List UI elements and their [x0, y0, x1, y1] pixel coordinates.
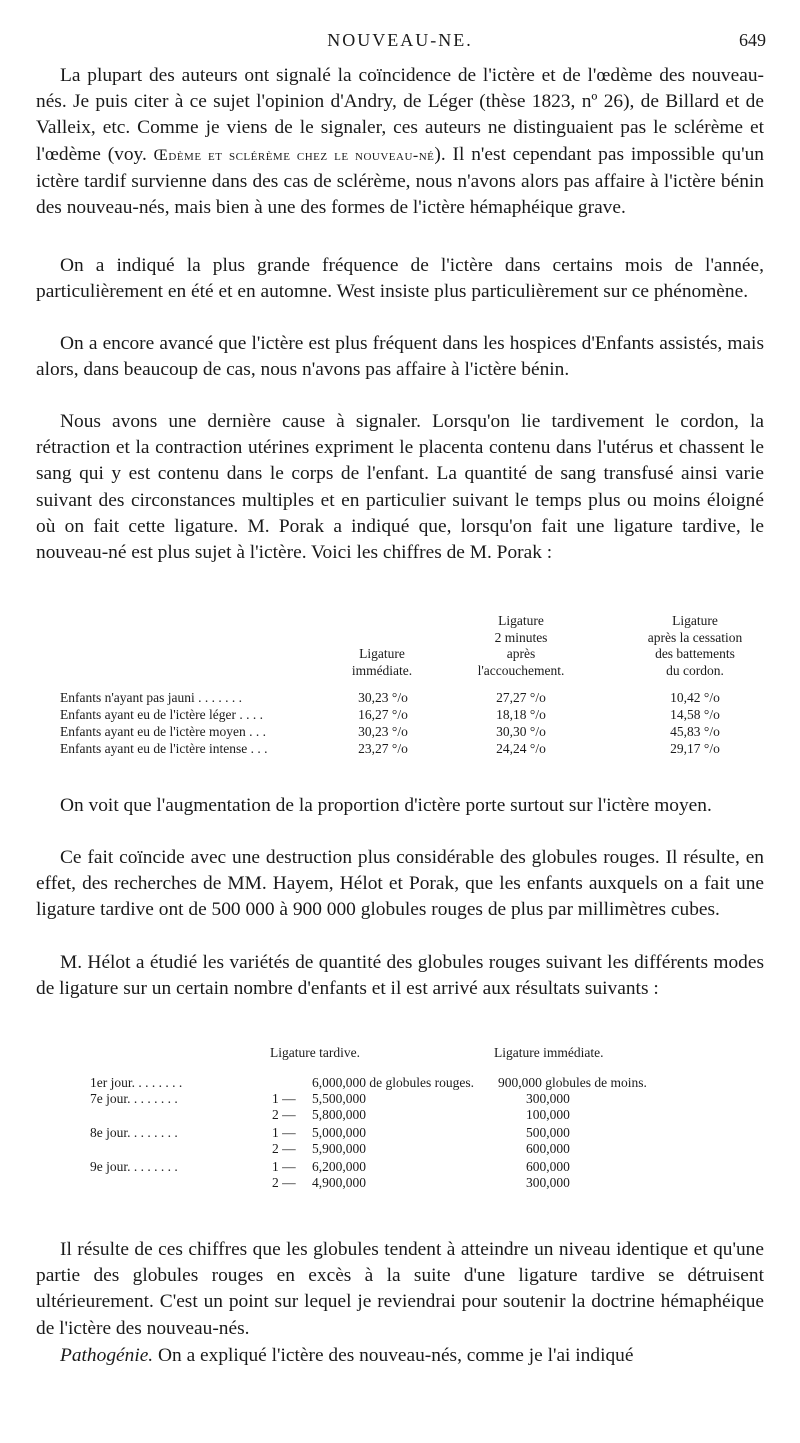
running-title: NOUVEAU-NE. [327, 30, 473, 50]
paragraph-9-text: On a expliqué l'ictère des nouveau-nés, comme je l'ai indiqué [153, 1345, 634, 1366]
column-header-line: Ligature [498, 613, 544, 628]
section-heading-pathogenie: Pathogénie. [60, 1345, 154, 1366]
table-row-index: 1 — [272, 1091, 296, 1106]
column-header-line: 2 minutes [494, 629, 548, 645]
table-cell: 24,24 °/o [496, 741, 546, 756]
ligature-icterus-table [60, 613, 780, 773]
paragraph-4: Nous avons une dernière cause à signaler. Lorsqu'on lie tardivement le cordon, la rétraction et la contraction utérines expriment le placenta contenu dans l'utérus et chassent le sang qui y est contenu dans le corps de l'enfant. La quantité de sang transfusé ainsi varie suivant des circonstances multiples et en particulier suivant le temps plus ou moins éloigné où on fait cette ligature. M. Porak a indiqué que, lorsqu'on fait une ligature tardive, le nouveau-né est plus sujet à l'ictère. Voici les chiffres de M. Porak : [36, 411, 764, 564]
table-cell: 29,17 °/o [670, 741, 720, 756]
paragraph-7: M. Hélot a étudié les variétés de quantité des globules rouges suivant les différents modes de ligature sur un certain nombre d'enfants et il est arrivé aux résultats suivants : [36, 952, 764, 1000]
table-cell: 16,27 °/o [358, 707, 408, 722]
column-header-line: Ligature [672, 613, 718, 628]
table-row-label: Enfants n'ayant pas jauni . . . . . . . [60, 690, 243, 705]
table-cell-immediate: 600,000 [526, 1141, 570, 1156]
paragraph-1-text-a: La plupart des auteurs ont signalé la coïncidence de l'ictère et de l'œdème des nouveau-nés. Je puis citer à ce sujet l'opinion d'Andry, de Léger (thèse 1823, nº 26), de Billard et de Valleix, etc. Comme je viens de le signaler, ces auteurs ne distinguaient pas le sclérème et l'œdème (voy. [36, 65, 764, 165]
column-header-line: du cordon. [666, 662, 724, 678]
table-row-index: 1 — [272, 1159, 296, 1174]
table-cell-tardive: 4,900,000 [312, 1175, 366, 1190]
paragraph-5: On voit que l'augmentation de la proportion d'ictère porte surtout sur l'ictère moyen. [60, 795, 712, 816]
table-row-index: 1 — [272, 1125, 296, 1140]
column-header-immediate [322, 646, 442, 679]
table-cell-immediate: 100,000 [526, 1107, 570, 1122]
paragraph-8: Il résulte de ces chiffres que les globules tendent à atteindre un niveau identique et qu'une partie des globules rouges en excès à la suite d'une ligature tardive se détruisent ultérieurement. C'est un point sur lequel je reviendrai pour soutenir la doctrine hémaphéique de l'ictère des nouveau-nés. [36, 1239, 764, 1339]
table-cell-immediate: 300,000 [526, 1175, 570, 1190]
column-header-line: l'accouchement. [477, 662, 565, 678]
table-row-day: 8e jour. . . . . . . . [90, 1125, 178, 1140]
table-cell-tardive: 5,900,000 [312, 1141, 366, 1156]
table-cell: 30,23 °/o [358, 690, 408, 705]
paragraph-3: On a encore avancé que l'ictère est plus fréquent dans les hospices d'Enfants assistés, mais alors, dans beaucoup de cas, nous n'avons pas affaire à l'ictère bénin. [36, 333, 764, 381]
paragraph-2: On a indiqué la plus grande fréquence de l'ictère dans certains mois de l'année, particulièrement en été et en automne. West insiste plus particulièrement sur ce phénomène. [36, 255, 764, 303]
table-cell: 27,27 °/o [496, 690, 546, 705]
table-cell: 18,18 °/o [496, 707, 546, 722]
table-row-label: Enfants ayant eu de l'ictère moyen . . . [60, 724, 266, 739]
table-row-index: 2 — [272, 1107, 296, 1122]
paragraph-6: Ce fait coïncide avec une destruction plus considérable des globules rouges. Il résulte, en effet, des recherches de MM. Hayem, Hélot et Porak, que les enfants auxquels on a fait une ligature tardive ont de 500 000 à 900 000 globules rouges de plus par millimètres cubes. [36, 847, 764, 921]
table-row-index: 2 — [272, 1141, 296, 1156]
table-cell-tardive: 5,000,000 [312, 1125, 366, 1140]
table-cell-tardive: 6,200,000 [312, 1159, 366, 1174]
table-row-label: Enfants ayant eu de l'ictère intense . . . [60, 741, 268, 756]
table-cell: 30,23 °/o [358, 724, 408, 739]
table-cell-tardive: 5,800,000 [312, 1107, 366, 1122]
table-cell: 23,27 °/o [358, 741, 408, 756]
column-header-line: après la cessation [647, 629, 743, 645]
globules-table [90, 1045, 780, 1205]
table-cell-tardive: 5,500,000 [312, 1091, 366, 1106]
paragraph-1 [36, 63, 764, 221]
column-header-line: Ligature [359, 646, 405, 661]
table-cell: 30,30 °/o [496, 724, 546, 739]
table-row-label: Enfants ayant eu de l'ictère léger . . . . [60, 707, 263, 722]
column-header-tardive: Ligature tardive. [270, 1045, 360, 1060]
table-row-day: 9e jour. . . . . . . . [90, 1159, 178, 1174]
table-cell-immediate: 600,000 [526, 1159, 570, 1174]
cross-reference: Œdème et sclérème chez le nouveau-né [153, 146, 435, 164]
column-header-line: immédiate. [351, 662, 413, 678]
table-cell-immediate: 500,000 [526, 1125, 570, 1140]
table-cell-immediate: 900,000 globules de moins. [498, 1075, 647, 1090]
paragraph-1-text-b: ). Il n'est cependant pas impossible qu'un ictère tardif survienne dans des cas de sclérème, nous n'avons alors pas affaire à l'ictère bénin des nouveau-nés, mais bien à une des formes de l'ictère hémaphéique grave. [36, 143, 764, 219]
table-cell: 45,83 °/o [670, 724, 720, 739]
table-row-day: 7e jour. . . . . . . . [90, 1091, 178, 1106]
page-header [0, 30, 800, 56]
table-cell: 14,58 °/o [670, 707, 720, 722]
table-cell-tardive: 6,000,000 de globules rouges. [312, 1075, 474, 1090]
paragraph-9 [36, 1343, 764, 1369]
column-header-immediate: Ligature immédiate. [494, 1045, 604, 1060]
column-header-2-minutes [456, 613, 586, 679]
page-number: 649 [739, 30, 766, 50]
table-row-index: 2 — [272, 1175, 296, 1190]
table-row-day: 1er jour. . . . . . . . [90, 1075, 183, 1090]
table-cell-immediate: 300,000 [526, 1091, 570, 1106]
table-cell: 10,42 °/o [670, 690, 720, 705]
column-header-line: des battements [655, 646, 735, 661]
column-header-after-cessation [620, 613, 770, 679]
column-header-line: après [506, 646, 536, 661]
